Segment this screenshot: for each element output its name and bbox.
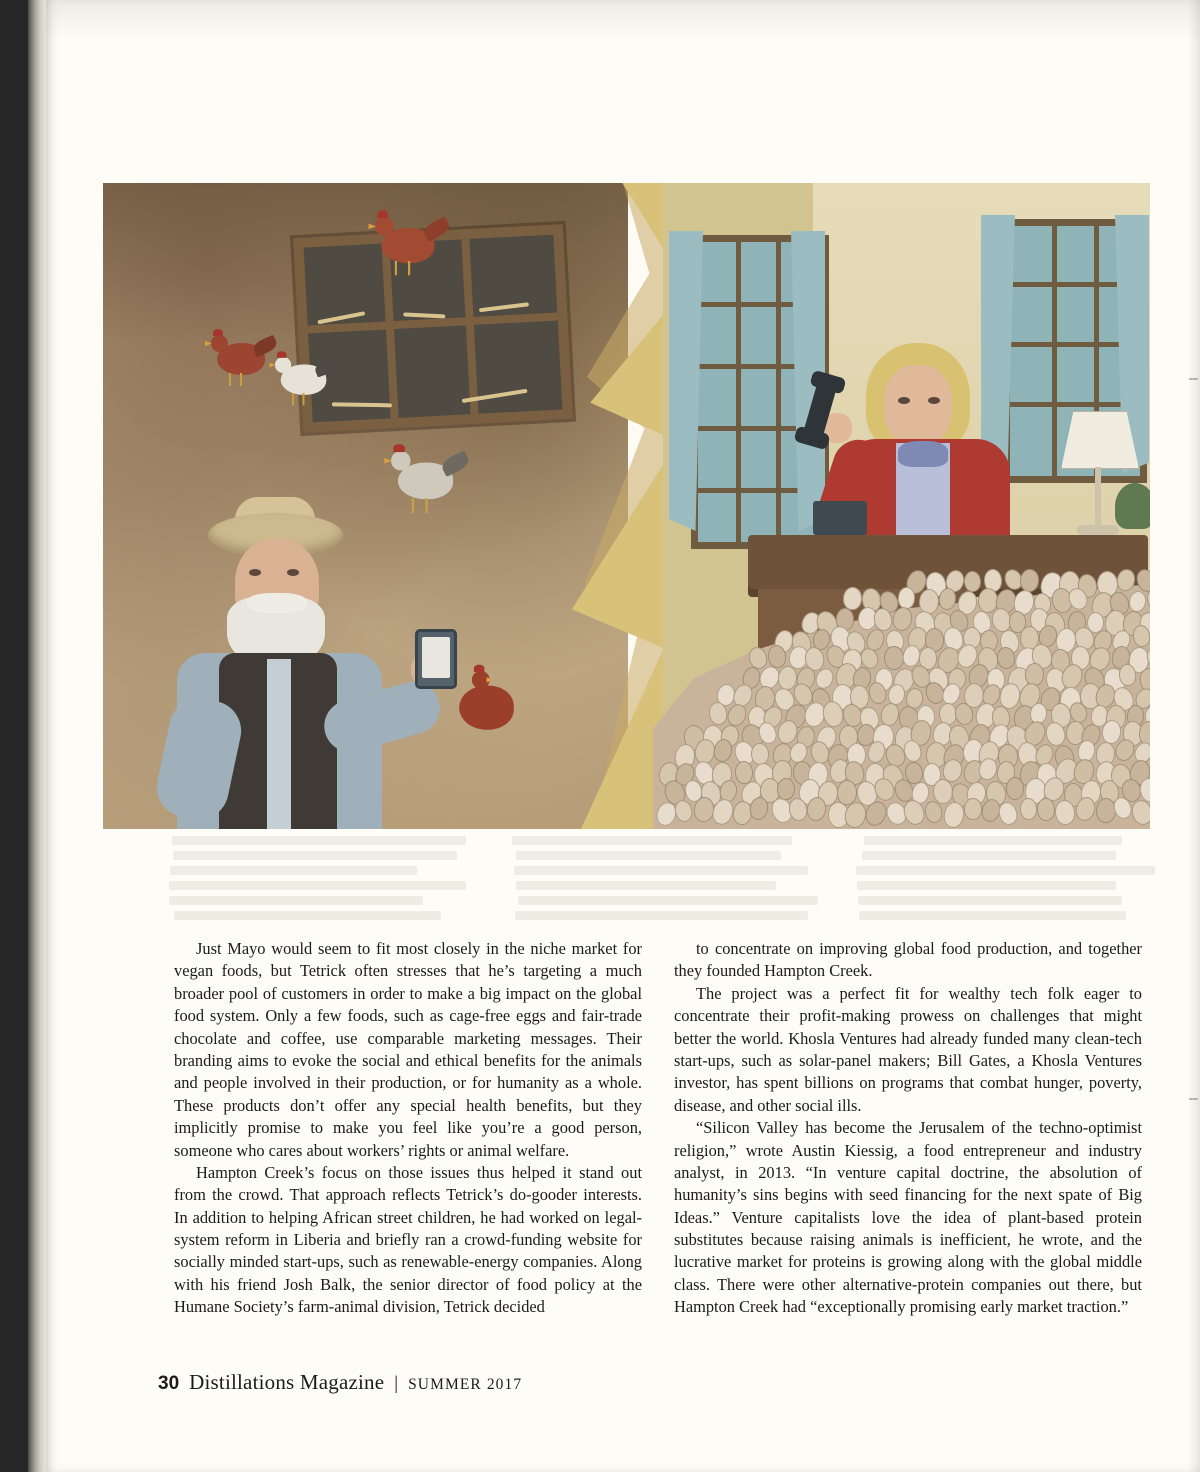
paragraph: “Silicon Valley has become the Jerusalem of the techno-optimist religion,” wrote Austin Kiessig, a food entrepreneur and industry analyst, in 2013. “In venture capital doctrine, the absolution of humanity’s sins begins with seed financing for the next spate of Big Ideas.” Venture capitalists love the idea of plant-based protein substitutes because raising animals is inefficient, he wrote, and the lucrative market for proteins is growing along with the global middle class. There were other alternative-protein companies out there, but Hampton Creek had “exceptionally promising early market traction.” — [674, 1118, 1142, 1317]
smartphone — [415, 629, 457, 689]
page-edge-tick — [1189, 378, 1198, 380]
page-top-shadow — [46, 0, 1200, 40]
bleed-through-text — [166, 836, 1176, 928]
magazine-page — [46, 0, 1200, 1472]
barn-scene — [103, 183, 628, 829]
office-scene — [663, 183, 1150, 829]
desk-lamp-base — [1077, 525, 1119, 535]
paragraph: Just Mayo would seem to fit most closely in the niche market for vegan foods, but Tetrick often stresses that he’s targeting a much broader pool of customers in order to make a big impact on the global food system. Only a few foods, such as cage-free eggs and fair-trade chocolate and coffee, use comparable marketing messages. Their branding aims to evoke the social and ethical benefits for the animals and people involved in their production, or for humanity as a whole. These products don’t offer any special health benefits, but they implicitly promise to make you feel like you’re a good person, someone who cares about workers’ rights or animal welfare. — [174, 939, 642, 1160]
farmer-figure — [163, 513, 453, 829]
footer-separator: | — [394, 1373, 399, 1394]
page-edge-tick — [1189, 1098, 1198, 1100]
page-footer — [158, 1370, 522, 1395]
desk-lamp-shade — [1061, 411, 1139, 469]
paragraph: to concentrate on improving global food production, and together they founded Hampton Creek. — [674, 939, 1142, 981]
page-number: 30 — [158, 1373, 180, 1394]
potted-plant — [1115, 483, 1150, 529]
desk-lamp-stem — [1095, 467, 1101, 529]
paragraph: Hampton Creek’s focus on those issues thus helped it stand out from the crowd. That approach reflects Tetrick’s do-gooder interests. In addition to helping African street children, he had worked on legal-system reform in Liberia and briefly ran a crowd-funding website for socially minded start-ups, such as renewable-energy companies. Along with his friend Josh Balk, the senior director of food policy at the Humane Society’s farm-animal division, Tetrick decided — [174, 1162, 642, 1317]
desk-monitor — [813, 501, 867, 535]
book-gutter-edge — [28, 0, 46, 1472]
scan-background — [0, 0, 30, 1472]
paragraph: The project was a perfect fit for wealthy tech folk eager to concentrate their profit-making prowess on challenges that might better the world. Khosla Ventures had already funded many clean-tech start-ups, such as solar-panel makers; Bill Gates, a Khosla Ventures investor, has spent billions on programs that combat hunger, poverty, disease, and other social ills. — [674, 983, 1142, 1115]
issue-label: SUMMER 2017 — [408, 1376, 523, 1393]
barn-window — [293, 224, 573, 433]
publication-title: Distillations Magazine — [189, 1370, 385, 1394]
page-right-shadow — [1188, 0, 1200, 1472]
body-column-right — [674, 938, 1142, 1319]
body-column-left — [174, 938, 642, 1319]
illustration — [103, 183, 1150, 829]
